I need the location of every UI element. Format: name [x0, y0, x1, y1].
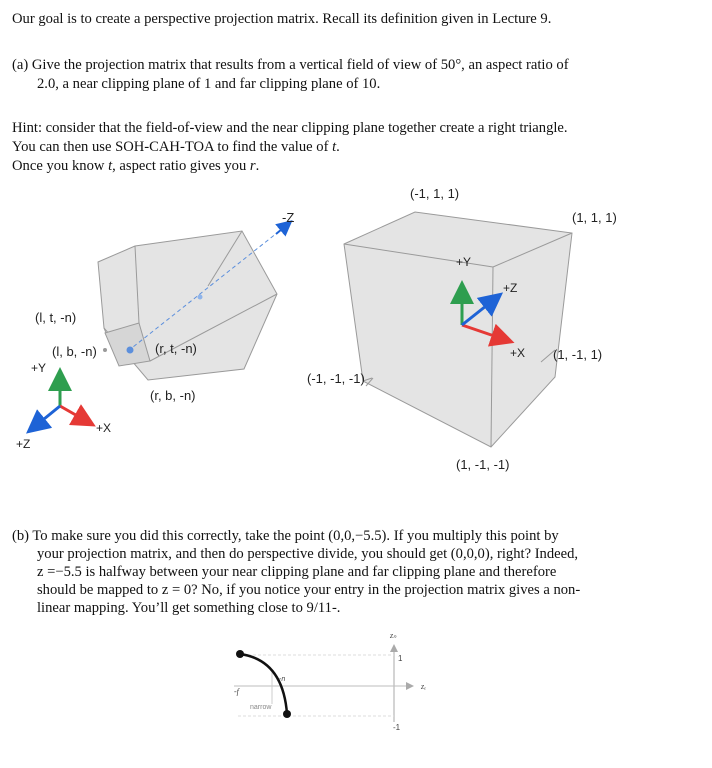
part-b-line1: (b) To make sure you did this correctly, take the point (0,0,−5.5). If you multiply this point by [12, 528, 559, 544]
label-l-b-n: (l, b, -n) [52, 344, 97, 359]
label-frustum-plus-z: +Z [16, 437, 31, 451]
label-cube-plus-x: +X [510, 346, 526, 360]
label-cube-1-m1-1: (1, -1, 1) [553, 347, 603, 362]
label-l-t-n: (l, t, -n) [35, 310, 77, 325]
part-b-line4: should be mapped to z = 0? No, if you notice your entry in the projection matrix gives a non- [37, 582, 581, 598]
label-cube-plus-z: +Z [503, 281, 518, 295]
curve-start-dot [236, 650, 244, 658]
label-frustum-plus-x: +X [96, 421, 112, 435]
label-cube-m1-m1-m1: (-1, -1, -1) [307, 371, 365, 386]
hint-line3: Once you know t, aspect ratio gives you r. [12, 158, 260, 174]
label-one: 1 [398, 654, 403, 663]
part-b-line5: linear mapping. You’ll get something close to 9/11-. [37, 600, 341, 616]
label-zn: zₙ [390, 631, 397, 640]
label-frustum-plus-y: +Y [31, 361, 47, 375]
curve-end-dot [283, 710, 291, 718]
label-neg-z: -Z [282, 210, 295, 225]
part-a-line2: 2.0, a near clipping plane of 1 and far clipping plane of 10. [37, 76, 381, 92]
hint-line1: Hint: consider that the field-of-view and the near clipping plane together create a right triangle. [12, 120, 568, 136]
label-ze: zₑ [421, 682, 427, 691]
label-minus-f: -f [234, 687, 239, 696]
label-cube-1-1-1: (1, 1, 1) [572, 210, 617, 225]
zn-arrowhead [390, 644, 398, 652]
label-minus-one: -1 [393, 723, 401, 732]
label-minus-n: -n [279, 676, 286, 683]
part-a-line1: (a) Give the projection matrix that results from a vertical field of view of 50°, an aspect ratio of [12, 57, 569, 73]
ze-arrowhead [406, 682, 414, 690]
label-r-b-n: (r, b, -n) [150, 388, 196, 403]
label-cube-plus-y: +Y [456, 255, 472, 269]
label-narrow: narrow [250, 704, 272, 711]
part-b-line3: z =−5.5 is halfway between your near clipping plane and far clipping plane and therefore [37, 564, 557, 580]
label-r-t-n: (r, t, -n) [155, 341, 197, 356]
intro-text: Our goal is to create a perspective projection matrix. Recall its definition given in Lecture 9. [12, 11, 552, 27]
hint-line2: You can then use SOH-CAH-TOA to find the value of t. [12, 139, 340, 155]
label-cube-1-m1-m1: (1, -1, -1) [456, 457, 510, 472]
part-b-line2: your projection matrix, and then do perspective divide, you should get (0,0,0), right? Indeed, [37, 546, 579, 562]
label-cube-m1-1-1: (-1, 1, 1) [410, 186, 460, 201]
